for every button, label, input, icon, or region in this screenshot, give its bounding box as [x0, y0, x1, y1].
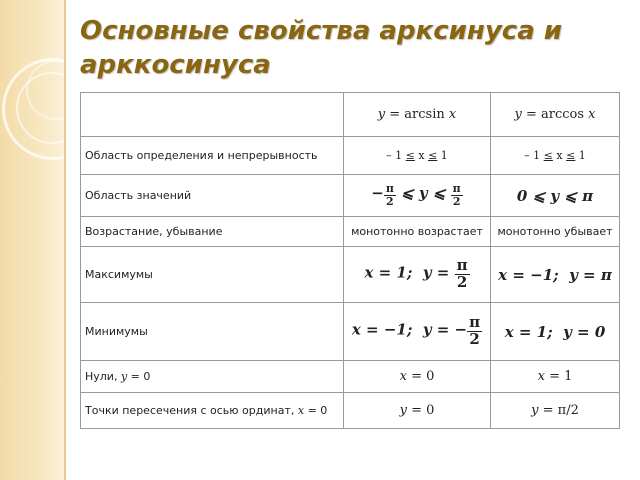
label-text: Нули, — [85, 370, 121, 383]
domain-arcsin — [344, 137, 491, 175]
table-row-intercept — [81, 393, 620, 429]
properties-table — [80, 92, 620, 429]
var-x: x — [448, 107, 457, 122]
table-row-monotonic — [81, 217, 620, 247]
le-sign: ≤ — [405, 149, 415, 162]
bound-left: – 1 — [524, 149, 544, 162]
le-sign: ≤ — [428, 149, 438, 162]
fraction-denominator: 2 — [386, 195, 394, 208]
arccos-eq: = arccos — [521, 107, 589, 122]
row-label-range: Область значений — [81, 175, 344, 217]
row-label-zeros — [81, 361, 344, 393]
intercept-arcsin — [344, 393, 491, 429]
row-label-intercept — [81, 393, 344, 429]
bound-right: 1 — [437, 149, 448, 162]
zeros-arccos — [491, 361, 620, 393]
table-row-domain — [81, 137, 620, 175]
intercept-value: = π/2 — [538, 403, 579, 418]
arcsin-eq: = arcsin — [385, 107, 449, 122]
bound-left: – 1 — [386, 149, 406, 162]
monotonic-arccos: монотонно убывает — [491, 217, 620, 247]
fraction-numerator: π — [452, 182, 461, 196]
header-empty-cell — [81, 93, 344, 137]
label-eq: = 0 — [304, 404, 328, 417]
row-label-monotonic: Возрастание, убывание — [81, 217, 344, 247]
header-arcsin — [344, 93, 491, 137]
monotonic-arcsin: монотонно возрастает — [344, 217, 491, 247]
fraction-denominator: 2 — [452, 195, 461, 208]
intercept-arccos — [491, 393, 620, 429]
zero-value: = 1 — [544, 369, 573, 384]
var-y: y — [120, 370, 128, 383]
row-label-minima: Минимумы — [81, 303, 344, 361]
range-arcsin — [344, 175, 491, 217]
var-y: y — [377, 107, 386, 122]
var-x: x — [399, 369, 407, 384]
zeros-arcsin — [344, 361, 491, 393]
minima-arcsin — [344, 303, 491, 361]
table-header-row — [81, 93, 620, 137]
maxima-arcsin — [344, 247, 491, 303]
range-arccos: 0 ⩽ y ⩽ π — [491, 175, 620, 217]
var-x: x — [588, 107, 596, 122]
domain-arccos — [491, 137, 620, 175]
inequality-middle: ⩽ y ⩽ — [395, 184, 451, 203]
header-arccos — [491, 93, 620, 137]
maxima-arcsin-expr: x = 1; y = — [364, 263, 455, 282]
pi-over-2-fraction — [451, 183, 463, 207]
minima-arccos: x = 1; y = 0 — [491, 303, 620, 361]
var-x: x — [414, 149, 429, 162]
le-sign: ≤ — [566, 149, 576, 162]
bound-right: 1 — [575, 149, 586, 162]
slide-title: Основные свойства арксинуса и арккосинуса — [80, 16, 563, 80]
band-edge-line — [64, 0, 66, 480]
label-eq: = 0 — [127, 370, 151, 383]
label-text: Точки пересечения с осью ординат, — [85, 404, 298, 417]
maxima-arccos: x = −1; y = π — [491, 247, 620, 303]
minima-arcsin-expr: x = −1; y = − — [351, 320, 468, 339]
table-row-range — [81, 175, 620, 217]
var-x: x — [297, 404, 305, 417]
fraction-denominator: 2 — [469, 330, 480, 348]
table-row-zeros — [81, 361, 620, 393]
var-x: x — [552, 149, 567, 162]
pi-over-2-fraction — [384, 183, 396, 207]
fraction-numerator: π — [469, 313, 481, 332]
decorative-band — [0, 0, 64, 480]
row-label-maxima: Максимумы — [81, 247, 344, 303]
fraction-numerator: π — [385, 182, 394, 196]
row-label-domain: Область определения и непрерывность — [81, 137, 344, 175]
pi-over-2-fraction — [455, 258, 470, 291]
table-row-maxima — [81, 247, 620, 303]
var-y: y — [531, 403, 539, 418]
minus-sign: − — [371, 184, 384, 203]
fraction-denominator: 2 — [456, 273, 468, 291]
zero-value: = 0 — [406, 369, 435, 384]
pi-over-2-fraction — [467, 315, 482, 348]
var-x: x — [537, 369, 545, 384]
le-sign: ≤ — [543, 149, 553, 162]
var-y: y — [514, 107, 522, 122]
fraction-numerator: π — [456, 256, 468, 275]
var-y: y — [399, 403, 407, 418]
table-row-minima — [81, 303, 620, 361]
intercept-value: = 0 — [406, 403, 435, 418]
